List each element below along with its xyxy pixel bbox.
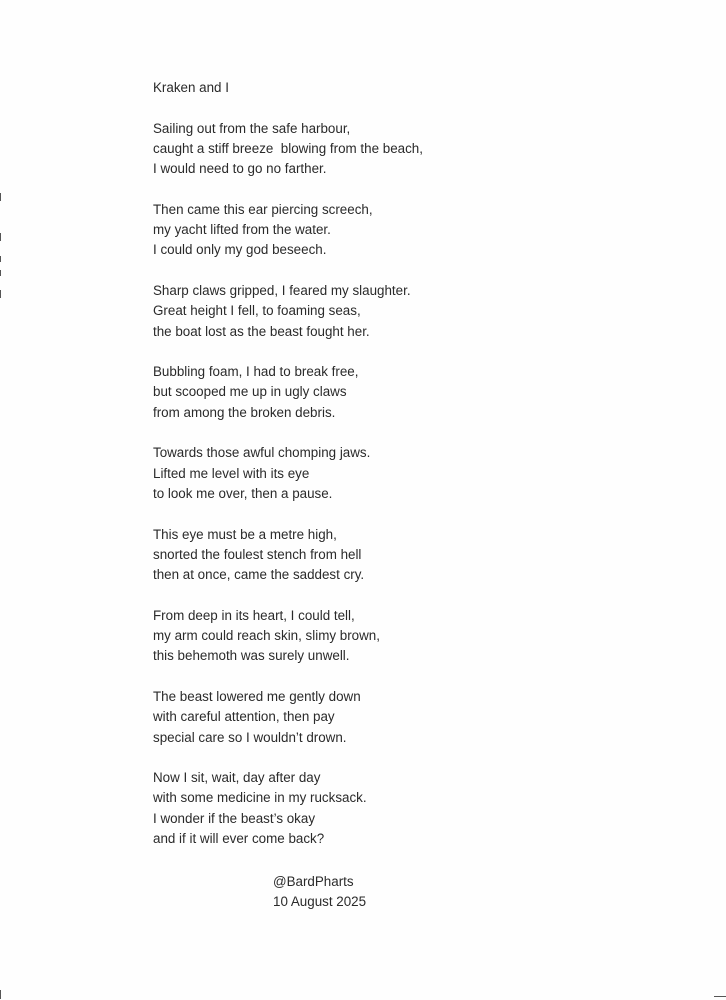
signature-block [273, 872, 366, 913]
poem-title: Kraken and I [153, 80, 229, 95]
poem-line: I could only my god beseech. [153, 242, 327, 258]
poem-line: to look me over, then a pause. [153, 485, 333, 501]
stanza-7 [153, 606, 573, 667]
scan-mark [0, 270, 1, 276]
poem-line: Lifted me level with its eye [153, 465, 310, 481]
poem-line: this behemoth was surely unwell. [153, 648, 350, 664]
poem-line: Great height I fell, to foaming seas, [153, 303, 361, 319]
poem-line: snorted the foulest stench from hell [153, 546, 362, 562]
poem-line: Now I sit, wait, day after day [153, 770, 321, 786]
poem-line: then at once, came the saddest cry. [153, 567, 365, 583]
poem-line: Towards those awful chomping jaws. [153, 445, 371, 461]
poem-line: with careful attention, then pay [153, 709, 335, 725]
poem-line: The beast lowered me gently down [153, 688, 361, 704]
scan-mark [0, 193, 1, 201]
scan-mark [0, 233, 1, 241]
poem-line: Then came this ear piercing screech, [153, 201, 373, 217]
poem-line: special care so I wouldn’t drown. [153, 729, 347, 745]
poem-line: my arm could reach skin, slimy brown, [153, 628, 380, 644]
poem-line: I would need to go no farther. [153, 161, 327, 177]
scan-mark [714, 996, 726, 997]
stanza-5 [153, 443, 573, 504]
poem-line: my yacht lifted from the water. [153, 222, 331, 238]
stanza-2 [153, 200, 573, 261]
poem-line: but scooped me up in ugly claws [153, 384, 347, 400]
poem-line: Bubbling foam, I had to break free, [153, 364, 359, 380]
stanza-9 [153, 768, 573, 849]
poem-line: Sailing out from the safe harbour, [153, 120, 351, 136]
poem-line: from among the broken debris. [153, 404, 336, 420]
poem-line: and if it will ever come back? [153, 830, 325, 846]
poem [153, 78, 573, 870]
stanza-4 [153, 362, 573, 423]
scan-mark [0, 256, 1, 262]
poem-line: caught a stiff breeze blowing from the beach, [153, 140, 423, 156]
poem-line: This eye must be a metre high, [153, 526, 337, 542]
stanza-1 [153, 119, 573, 180]
stanza-6 [153, 525, 573, 586]
scan-mark [0, 290, 1, 298]
signature-date: 10 August 2025 [273, 894, 367, 910]
stanza-8 [153, 687, 573, 748]
scan-mark [0, 990, 1, 999]
poem-line: Sharp claws gripped, I feared my slaughter. [153, 282, 411, 298]
poem-line: with some medicine in my rucksack. [153, 790, 367, 806]
author-handle: @BardPharts [273, 874, 354, 889]
stanza-3 [153, 281, 573, 342]
poem-line: From deep in its heart, I could tell, [153, 607, 355, 623]
poem-line: the boat lost as the beast fought her. [153, 323, 370, 339]
poem-line: I wonder if the beast’s okay [153, 810, 316, 826]
